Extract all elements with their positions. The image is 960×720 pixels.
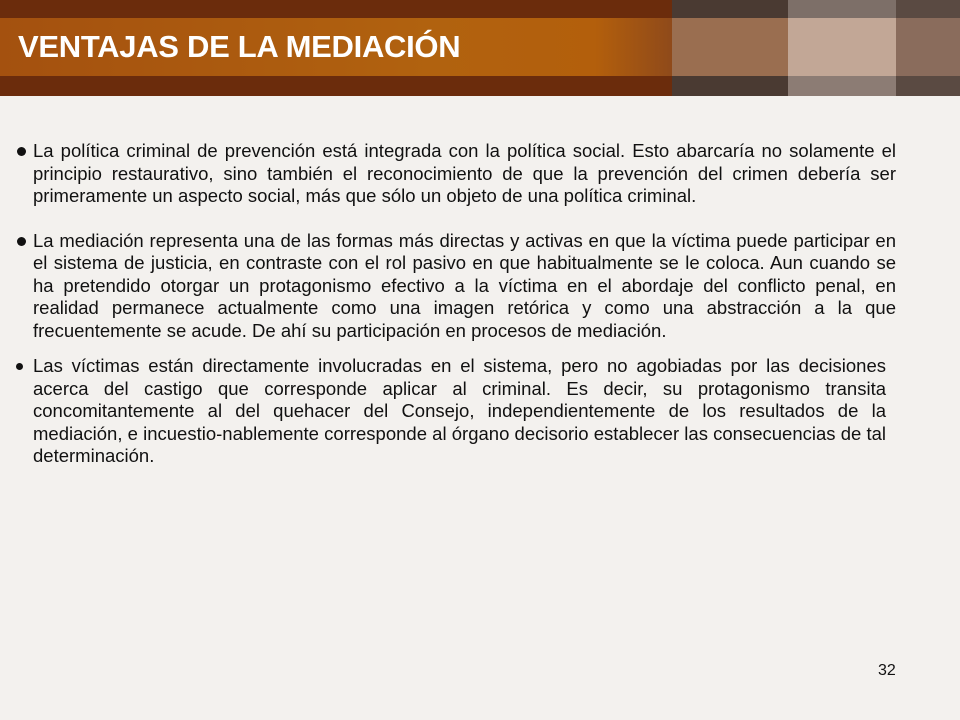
bullet-text: La política criminal de prevención está integrada con la política social. Esto abarcaría no solamente el principio restaurativo, sino también el reconocimiento de que la prevención del crimen debería ser primeramente un aspecto social, más que sólo un objeto de una política criminal. (33, 140, 896, 206)
bullet-text: La mediación representa una de las formas más directas y activas en que la víctima puede participar en el sistema de justicia, en contraste con el rol pasivo en que habitualmente se le coloca. Aun cuando se ha pretendido otorgar un protagonismo efectivo a la víctima en el abordaje del conflicto penal, en realidad permanece actualmente como una imagen retórica y como una abstracción a la que frecuentemente se acude. De ahí su participación en procesos de mediación. (33, 229, 896, 341)
bullet-text: Las víctimas están directamente involucradas en el sistema, pero no agobiadas por las decisiones acerca del castigo que corresponde aplicar al criminal. Es decir, su protagonismo transita concomitantemente al del quehacer del Consejo, independientemente de los resultados de la mediación, e incuestio-nablemente corresponde al órgano decisorio establecer las consecuencias de tal determinación. (33, 355, 886, 466)
bullet-dot-icon (16, 363, 23, 370)
header-top-strip (0, 0, 960, 18)
bullet-dot-icon (17, 237, 26, 246)
list-item (14, 355, 886, 468)
page-number: 32 (878, 662, 896, 679)
bullet-list (14, 140, 896, 468)
list-item (14, 230, 896, 343)
list-item (14, 140, 896, 208)
bullet-dot-icon (17, 147, 26, 156)
slide-title: VENTAJAS DE LA MEDIACIÓN (18, 29, 461, 64)
header-bottom-strip (0, 76, 960, 96)
